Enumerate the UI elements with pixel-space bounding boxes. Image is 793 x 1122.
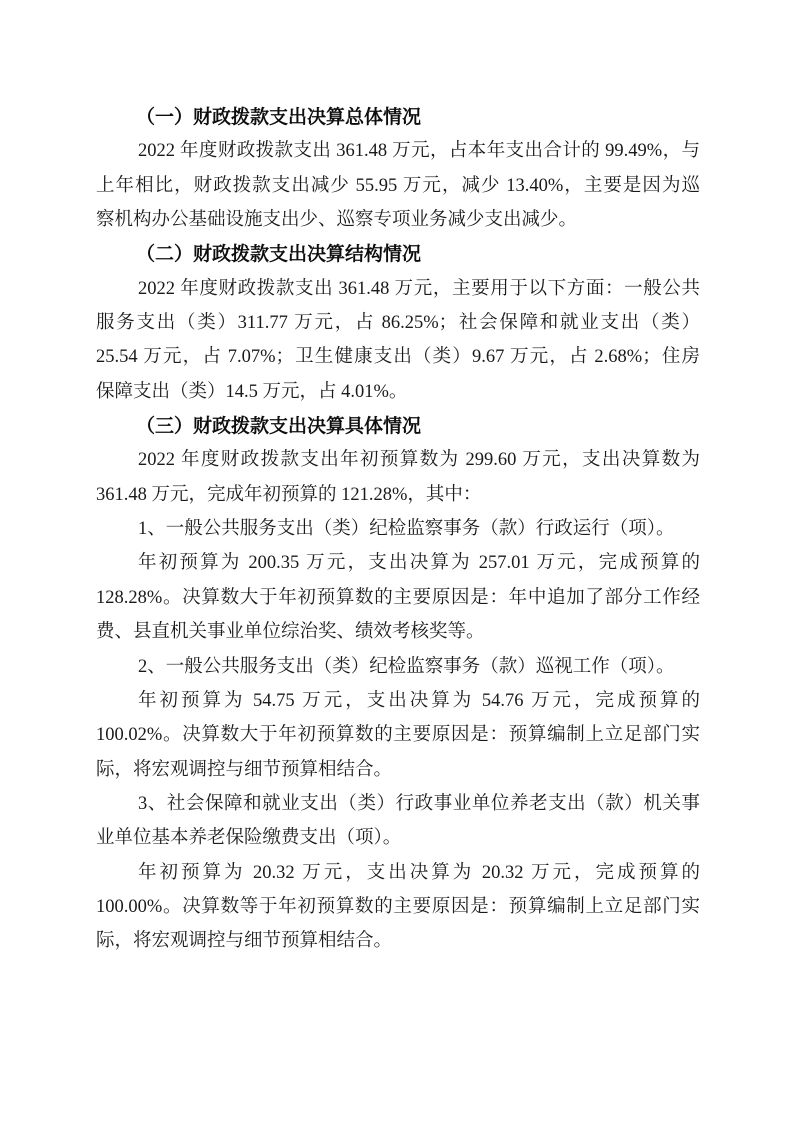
text-line: 上年相比，财政拨款支出减少 55.95 万元，减少 13.40%，主要是因为巡 — [96, 175, 700, 196]
paragraph — [96, 134, 700, 237]
text-line: 2022 年度财政拨款支出年初预算数为 299.60 万元，支出决算数为 — [138, 450, 700, 471]
text-line: 3、社会保障和就业支出（类）行政事业单位养老支出（款）机关事 — [138, 793, 700, 814]
heading-text: （一）财政拨款支出决算总体情况 — [136, 106, 422, 128]
text-line: 2022 年度财政拨款支出 361.48 万元，占本年支出合计的 99.49%，与 — [138, 141, 700, 162]
heading-text: （二）财政拨款支出决算结构情况 — [136, 243, 422, 266]
paragraph — [96, 443, 700, 512]
paragraph — [96, 650, 700, 684]
text-line: 业单位基本养老保险缴费支出（项）。 — [96, 828, 402, 849]
text-line: 年初预算为 200.35 万元，支出决算为 257.01 万元，完成预算的 — [138, 553, 700, 574]
section-heading — [96, 237, 700, 271]
paragraph — [96, 512, 700, 546]
paragraph — [96, 684, 700, 787]
text-line: 年初预算为 54.75 万元，支出决算为 54.76 万元，完成预算的 — [138, 690, 700, 711]
section-heading — [96, 409, 700, 443]
paragraph — [96, 787, 700, 856]
text-line: 2、一般公共服务支出（类）纪检监察事务（款）巡视工作（项）。 — [138, 656, 675, 677]
text-line: 128.28%。决算数大于年初预算数的主要原因是：年中追加了部分工作经 — [96, 587, 700, 608]
document-body — [96, 100, 700, 959]
text-line: 保障支出（类）14.5 万元，占 4.01%。 — [96, 381, 408, 402]
paragraph — [96, 856, 700, 959]
heading-text: （三）财政拨款支出决算具体情况 — [136, 415, 422, 438]
text-line: 1、一般公共服务支出（类）纪检监察事务（款）行政运行（项）。 — [138, 519, 675, 540]
text-line: 际，将宏观调控与细节预算相结合。 — [96, 931, 393, 952]
paragraph — [96, 272, 700, 409]
text-line: 361.48 万元，完成年初预算的 121.28%，其中： — [96, 484, 482, 505]
paragraph — [96, 546, 700, 649]
text-line: 2022 年度财政拨款支出 361.48 万元，主要用于以下方面：一般公共 — [138, 278, 700, 299]
text-line: 察机构办公基础设施支出少、巡察专项业务减少支出减少。 — [96, 210, 578, 231]
section-heading — [96, 100, 700, 134]
text-line: 服务支出（类）311.77 万元，占 86.25%；社会保障和就业支出（类） — [96, 313, 700, 334]
text-line: 100.00%。决算数等于年初预算数的主要原因是：预算编制上立足部门实 — [96, 896, 700, 917]
text-line: 费、县直机关事业单位综治奖、绩效考核奖等。 — [96, 622, 485, 643]
text-line: 年初预算为 20.32 万元，支出决算为 20.32 万元，完成预算的 — [138, 862, 700, 883]
text-line: 100.02%。决算数大于年初预算数的主要原因是：预算编制上立足部门实 — [96, 725, 700, 746]
text-line: 际，将宏观调控与细节预算相结合。 — [96, 759, 393, 780]
text-line: 25.54 万元，占 7.07%；卫生健康支出（类）9.67 万元，占 2.68%；住房 — [96, 347, 700, 368]
